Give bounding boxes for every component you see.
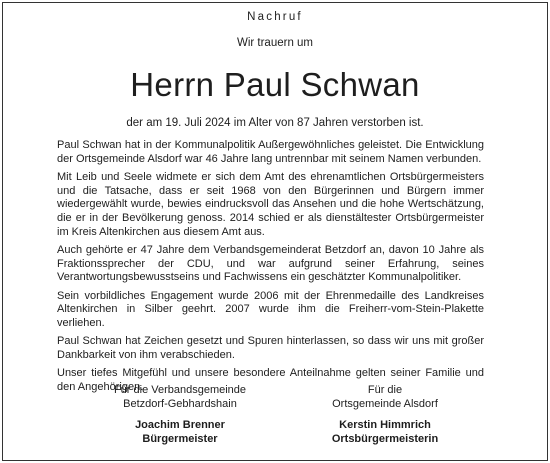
signature-org-line: Für die <box>367 384 403 396</box>
death-note: der am 19. Juli 2024 im Alter von 87 Jahren verstorben ist. <box>126 117 424 129</box>
paragraph: Sein vorbildliches Engagement wurde 2006 mit der Ehrenmedaille des Landkreises Altenkirchen in Silber geehrt. 2007 wurde ihm die Freiherr-vom-Stein-Plakette verliehen. <box>57 289 484 329</box>
signatory-name: Joachim Brenner <box>135 419 225 431</box>
paragraph: Paul Schwan hat Zeichen gesetzt und Spuren hinterlassen, so dass wir uns mit großer Dankbarkeit von ihm verabschieden. <box>57 335 484 361</box>
notice-kicker: Nachruf <box>247 11 303 23</box>
signature-org-line: Betzdorf-Gebhardshain <box>123 398 237 410</box>
signatory-name: Kerstin Himmrich <box>339 419 431 431</box>
mourning-intro: Wir trauern um <box>236 37 314 49</box>
obituary-text <box>57 139 484 399</box>
paragraph: Auch gehörte er 47 Jahre dem Verbandsgemeinderat Betzdorf an, davon 10 Jahre als Fraktionssprecher der CDU, und war aufgrund seiner Erfahrung, seines Verantwortungsbewusstseins und Fachwissens ein geschätzter Kommunalpolitiker. <box>57 243 484 284</box>
signature-org-line: Ortsgemeinde Alsdorf <box>332 398 438 410</box>
signatory-role: Bürgermeister <box>142 433 218 445</box>
signature-block-right <box>290 383 480 446</box>
paragraph: Unser tiefes Mitgefühl und unsere besondere Anteilnahme gelten seiner Familie und den Angehörigen. <box>57 367 484 393</box>
paragraph: Paul Schwan hat in der Kommunalpolitik Außergewöhnliches geleistet. Die Entwicklung der Ortsgemeinde Alsdorf war 46 Jahre lang untrennbar mit seinem Namen verbunden. <box>57 139 484 165</box>
signature-org-line: Für die Verbandsgemeinde <box>113 384 247 396</box>
signature-block-left <box>85 383 275 446</box>
paragraph: Mit Leib und Seele widmete er sich dem Amt des ehrenamtlichen Ortsbürgermeisters und die Tatsache, dass er seit 1968 von den Bürgerinnen und Bürgern immer wiedergewählt wurde, bewies eindrucksvoll das Ansehen und die hohe Wertschätzung, die er in der Bevölkerung genoss. 2014 schied er als dienstältester Ortsbürgermeister im Kreis Altenkirchen aus diesem Amt aus. <box>57 170 484 238</box>
deceased-name: Herrn Paul Schwan <box>130 66 420 103</box>
signatory-role: Ortsbürgermeisterin <box>331 433 439 445</box>
